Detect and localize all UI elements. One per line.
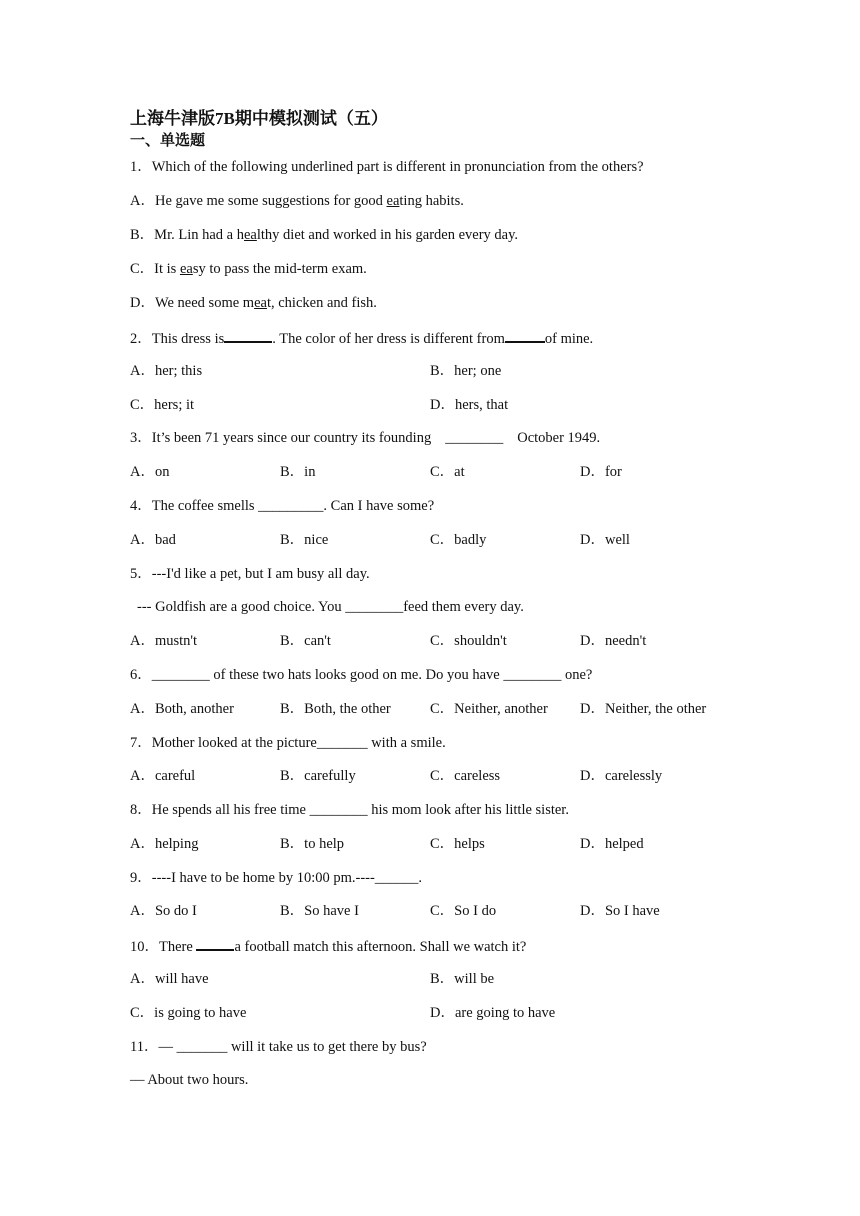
q10-option-b: B．will be — [430, 971, 495, 987]
q8-option-a: A．helping — [130, 836, 199, 852]
question-9: 9．----I have to be home by 10:00 pm.----______. — [130, 870, 422, 886]
q2-option-a: A．her; this — [130, 363, 203, 379]
q3-option-c: C．at — [430, 464, 465, 480]
question-8: 8．He spends all his free time ________ his mom look after his little sister. — [130, 802, 569, 818]
q3-option-d: D．for — [580, 464, 622, 480]
q7-option-a: A．careful — [130, 768, 196, 784]
q5-option-c: C．shouldn't — [430, 633, 507, 649]
q10-option-c: C．is going to have — [130, 1005, 247, 1021]
question-5-reply: --- Goldfish are a good choice. You ________feed them every day. — [137, 599, 524, 615]
q6-option-c: C．Neither, another — [430, 701, 548, 717]
q9-option-c: C．So I do — [430, 903, 497, 919]
question-11: 11．— _______ will it take us to get there by bus? — [130, 1039, 427, 1055]
q8-option-b: B．to help — [280, 836, 345, 852]
q7-option-d: D．carelessly — [580, 768, 663, 784]
q1-option-d: D．We need some meat, chicken and fish. — [130, 295, 377, 311]
question-10: 10．There a football match this afternoon. Shall we watch it? — [130, 936, 526, 956]
q2-option-b: B．her; one — [430, 363, 502, 379]
q1-option-c: C．It is easy to pass the mid-term exam. — [130, 261, 367, 277]
q4-option-d: D．well — [580, 532, 630, 548]
question-3: 3．It’s been 71 years since our country its founding ________ October 1949. — [130, 430, 601, 446]
question-4: 4．The coffee smells _________. Can I have some? — [130, 498, 435, 514]
question-11-reply: — About two hours. — [130, 1072, 249, 1088]
q1-option-a: A．He gave me some suggestions for good eating habits. — [130, 193, 464, 209]
q6-option-a: A．Both, another — [130, 701, 234, 717]
answer-blank — [224, 328, 272, 343]
question-7: 7．Mother looked at the picture_______ with a smile. — [130, 735, 446, 751]
q8-option-c: C．helps — [430, 836, 485, 852]
q3-option-a: A．on — [130, 464, 170, 480]
q2-option-c: C．hers; it — [130, 397, 195, 413]
q9-option-a: A．So do I — [130, 903, 197, 919]
q7-option-b: B．carefully — [280, 768, 356, 784]
answer-blank — [196, 936, 234, 951]
q8-option-d: D．helped — [580, 836, 644, 852]
q6-option-b: B．Both, the other — [280, 701, 391, 717]
answer-blank — [505, 328, 545, 343]
q5-option-b: B．can't — [280, 633, 331, 649]
q10-option-a: A．will have — [130, 971, 209, 987]
q2-option-d: D．hers, that — [430, 397, 509, 413]
q10-option-d: D．are going to have — [430, 1005, 556, 1021]
question-6: 6．________ of these two hats looks good on me. Do you have ________ one? — [130, 667, 593, 683]
q9-option-d: D．So I have — [580, 903, 660, 919]
q3-option-b: B．in — [280, 464, 316, 480]
q4-option-c: C．badly — [430, 532, 487, 548]
section-heading: 一、单选题 — [130, 133, 206, 149]
q9-option-b: B．So have I — [280, 903, 359, 919]
q5-option-a: A．mustn't — [130, 633, 198, 649]
q4-option-b: B．nice — [280, 532, 329, 548]
q4-option-a: A．bad — [130, 532, 176, 548]
question-2: 2．This dress is . The color of her dress is different from of mine. — [130, 328, 593, 348]
q5-option-d: D．needn't — [580, 633, 647, 649]
doc-title: 上海牛津版7B期中模拟测试（五） — [130, 109, 388, 128]
question-5: 5．---I'd like a pet, but I am busy all day. — [130, 566, 370, 582]
q6-option-d: D．Neither, the other — [580, 701, 707, 717]
question-1: 1．Which of the following underlined part is different in pronunciation from the others? — [130, 159, 644, 175]
q1-option-b: B．Mr. Lin had a healthy diet and worked in his garden every day. — [130, 227, 519, 243]
q7-option-c: C．careless — [430, 768, 501, 784]
